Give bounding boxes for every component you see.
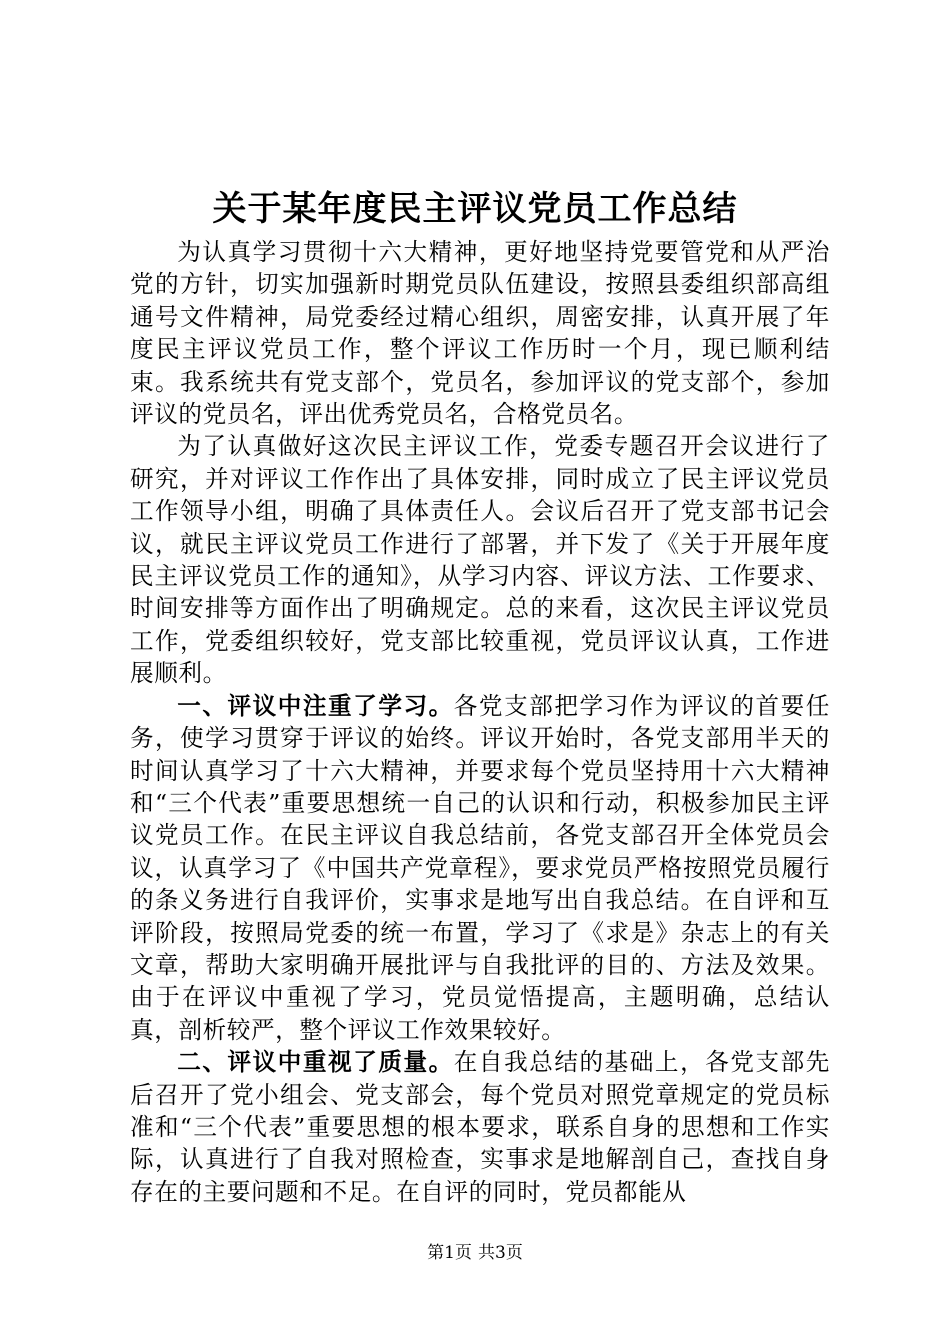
paragraph-text: 各党支部把学习作为评议的首要任务，使学习贯穿于评议的始终。评议开始时，各党支部用半天的时间认真学习了十六大精神，并要求每个党员坚持用十六大精神和“三个代表”重要思想统一自己的认识和行动，积极参加民主评议党员工作。在民主评议自我总结前，各党支部召开全体党员会议，认真学习了《中国共产党章程》，要求党员严格按照党员履行的条义务进行自我评价，实事求是地写出自我总结。在自评和互评阶段，按照局党委的统一布置，学习了《求是》杂志上的有关文章，帮助大家明确开展批评与自我批评的目的、方法及效果。由于在评议中重视了学习，党员觉悟提高，主题明确，总结认真，剖析较严，整个评议工作效果较好。 [130,691,830,1044]
paragraph-text: 为了认真做好这次民主评议工作，党委专题召开会议进行了研究，并对评议工作作出了具体安排，同时成立了民主评议党员工作领导小组，明确了具体责任人。会议后召开了党支部书记会议，就民主评议党员工作进行了部署，并下发了《关于开展年度民主评议党员工作的通知》，从学习内容、评议方法、工作要求、时间安排等方面作出了明确规定。总的来看，这次民主评议党员工作，党委组织较好，党支部比较重视，党员评议认真，工作进展顺利。 [130,432,830,688]
section-heading-quality: 二、评议中重视了质量。 [177,1048,454,1077]
paragraph-2 [130,430,830,689]
paragraph-4 [130,1046,830,1208]
paragraph-text: 在自我总结的基础上，各党支部先后召开了党小组会、党支部会，每个党员对照党章规定的党员标准和“三个代表”重要思想的根本要求，联系自身的思想和工作实际，认真进行了自我对照检查，实事求是地解剖自己，查找自身存在的主要问题和不足。在自评的同时，党员都能从 [130,1048,830,1206]
document-body [130,236,830,1208]
page-number: 第1页 [427,1243,472,1263]
paragraph-text: 为认真学习贯彻十六大精神，更好地坚持党要管党和从严治党的方针，切实加强新时期党员队伍建设，按照县委组织部高组通号文件精神，局党委经过精心组织，周密安排，认真开展了年度民主评议党员工作，整个评议工作历时一个月，现已顺利结束。我系统共有党支部个，党员名，参加评议的党支部个，参加评议的党员名，评出优秀党员名，合格党员名。 [130,238,830,429]
page-footer [0,1241,950,1265]
paragraph-1 [130,236,830,430]
paragraph-3 [130,690,830,1046]
section-heading-study: 一、评议中注重了学习。 [177,691,454,720]
document-title: 关于某年度民主评议党员工作总结 [212,189,738,229]
page-total: 共3页 [478,1243,523,1263]
